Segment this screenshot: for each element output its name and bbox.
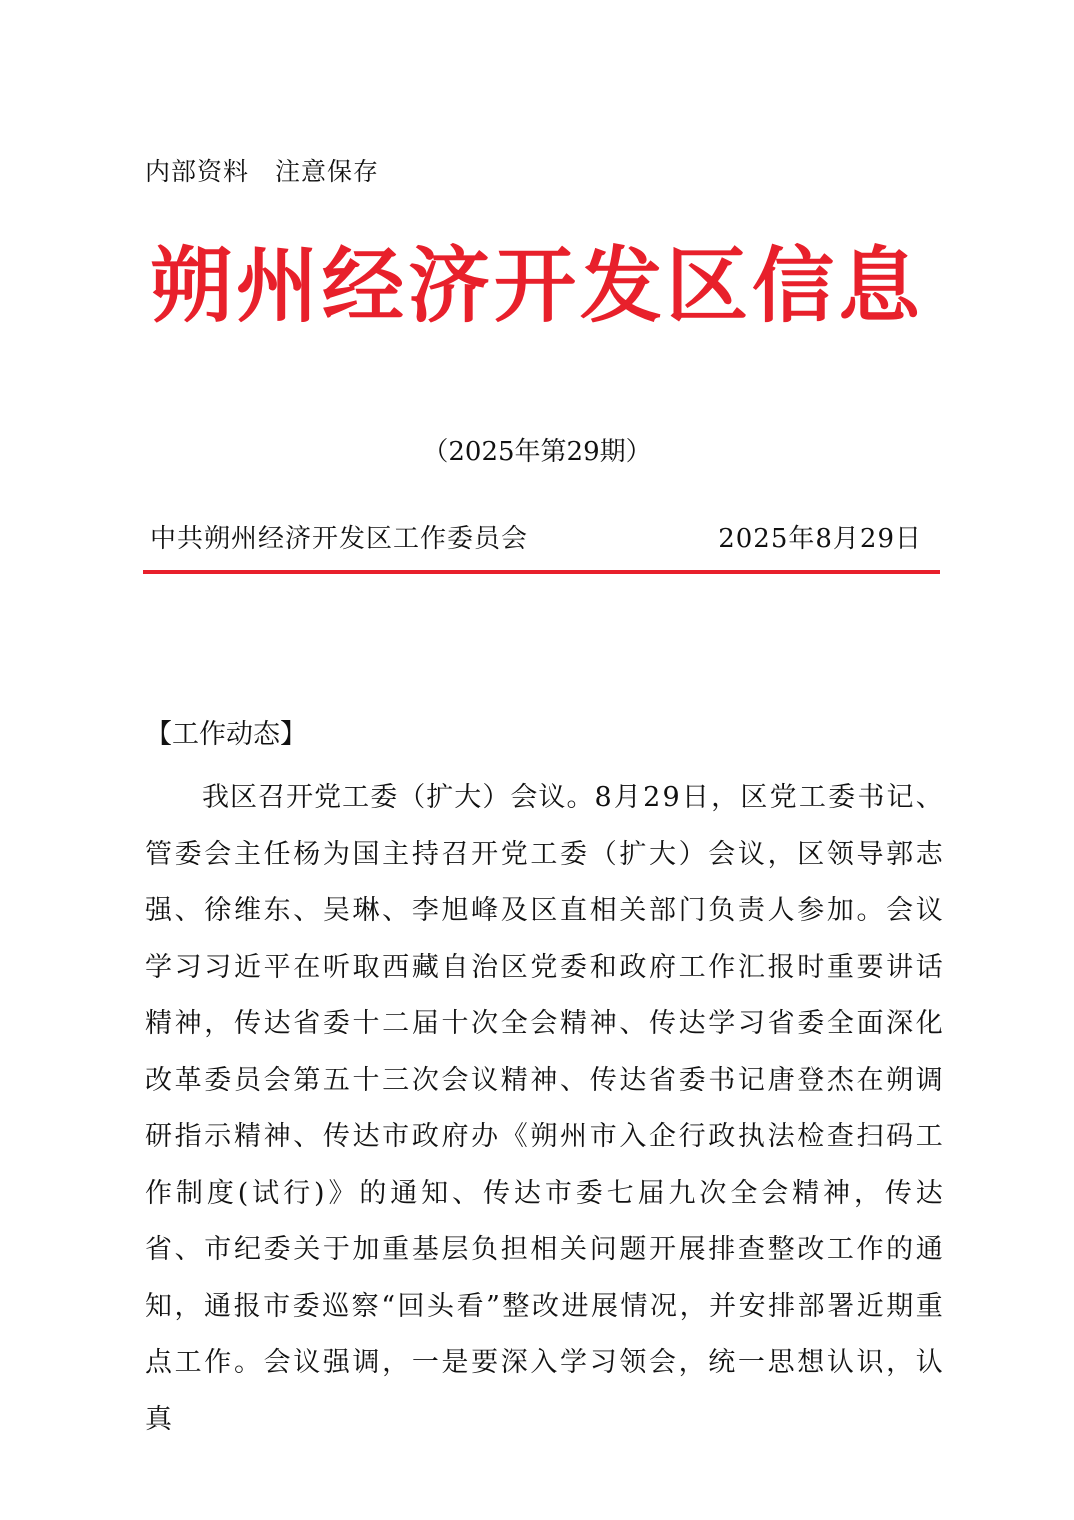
issue-number: （2025年第29期） <box>422 437 652 467</box>
issue-date: 2025年8月29日 <box>718 524 922 554</box>
article-lead: 我区召开党工委（扩大）会议。 <box>202 782 595 813</box>
red-divider-line <box>143 570 940 574</box>
masthead-title: 朔州经济开发区信息 <box>149 239 924 334</box>
issuer-name: 中共朔州经济开发区工作委员会 <box>150 524 529 554</box>
article-paragraph <box>145 770 945 1448</box>
confidential-label: 内部资料 注意保存 <box>145 157 380 186</box>
article-body: 8月29日，区党工委书记、管委会主任杨为国主持召开党工委（扩大）会议，区领导郭志强、徐维东、吴琳、李旭峰及区直相关部门负责人参加。会议学习习近平在听取西藏自治区党委和政府工作汇报时重要讲话精神，传达省委十二届十次全会精神、传达学习省委全面深化改革委员会第五十三次会议精神、传达省委书记唐登杰在朔调研指示精神、传达市政府办《朔州市入企行政执法检查扫码工作制度(试行)》的通知、传达市委七届九次全会精神，传达省、市纪委关于加重基层负担相关问题开展排查整改工作的通知，通报市委巡察“回头看”整改进展情况，并安排部署近期重点工作。会议强调，一是要深入学习领会，统一思想认识，认真 <box>145 782 945 1435</box>
section-heading: 【工作动态】 <box>145 719 307 750</box>
